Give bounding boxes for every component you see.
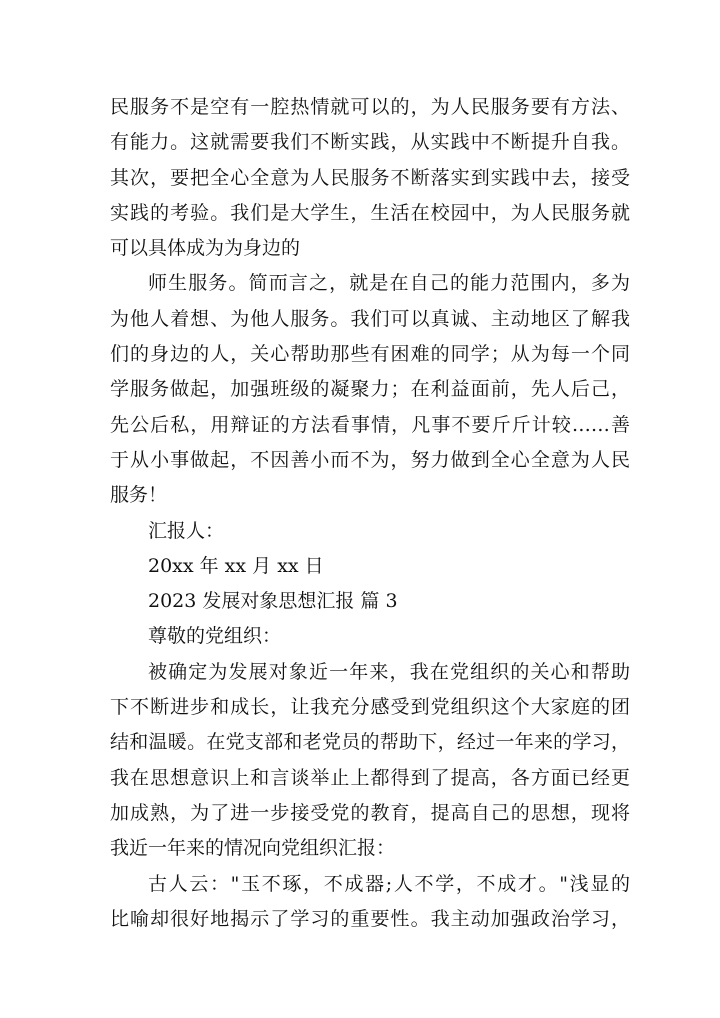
text-line: 可以具体成为为身边的 (110, 237, 301, 260)
text-line: 民服务不是空有一腔热情就可以的，为人民服务要有方法、 (110, 96, 630, 118)
text-line: 有能力。这就需要我们不断实践，从实践中不断提升自我。 (110, 131, 630, 154)
text-line: 比喻却很好地揭示了学习的重要性。我主动加强政治学习， (110, 907, 630, 930)
text-line: 为他人着想、为他人服务。我们可以真诚、主动地区了解我 (110, 307, 630, 330)
text-line: 们的身边的人，关心帮助那些有困难的同学；从为每一个同 (110, 343, 630, 366)
salutation: 尊敬的党组织： (148, 625, 282, 648)
text-line: 我在思想意识上和言谈举止上都得到了提高，各方面已经更 (110, 766, 630, 789)
text-line: 师生服务。简而言之，就是在自己的能力范围内，多为 (148, 272, 630, 295)
text-line: 被确定为发展对象近一年来，我在党组织的关心和帮助 (148, 660, 630, 683)
section-title: 2023 发展对象思想汇报 篇 3 (148, 590, 398, 613)
text-line: 实践的考验。我们是大学生，生活在校园中，为人民服务就 (110, 201, 630, 224)
text-line: 于从小事做起，不因善小而不为，努力做到全心全意为人民 (110, 448, 630, 471)
text-line: 下不断进步和成长，让我充分感受到党组织这个大家庭的团 (110, 696, 630, 719)
text-line: 我近一年来的情况向党组织汇报： (110, 837, 396, 860)
text-line: 其次，要把全心全意为人民服务不断落实到实践中去，接受 (110, 166, 630, 189)
text-line: 古人云："玉不琢，不成器;人不学，不成才。"浅显的 (148, 872, 630, 895)
text-line: 加成熟，为了进一步接受党的教育，提高自己的思想，现将 (110, 801, 630, 824)
document-body (110, 90, 630, 937)
text-line: 服务！ (110, 484, 168, 507)
text-line: 先公后私，用辩证的方法看事情，凡事不要斤斤计较……善 (110, 413, 630, 436)
reporter-label: 汇报人： (148, 519, 225, 542)
text-line: 学服务做起，加强班级的凝聚力；在利益面前，先人后己， (110, 378, 630, 401)
report-date: 20xx 年 xx 月 xx 日 (148, 554, 324, 577)
text-line: 结和温暖。在党支部和老党员的帮助下，经过一年来的学习， (110, 731, 630, 754)
